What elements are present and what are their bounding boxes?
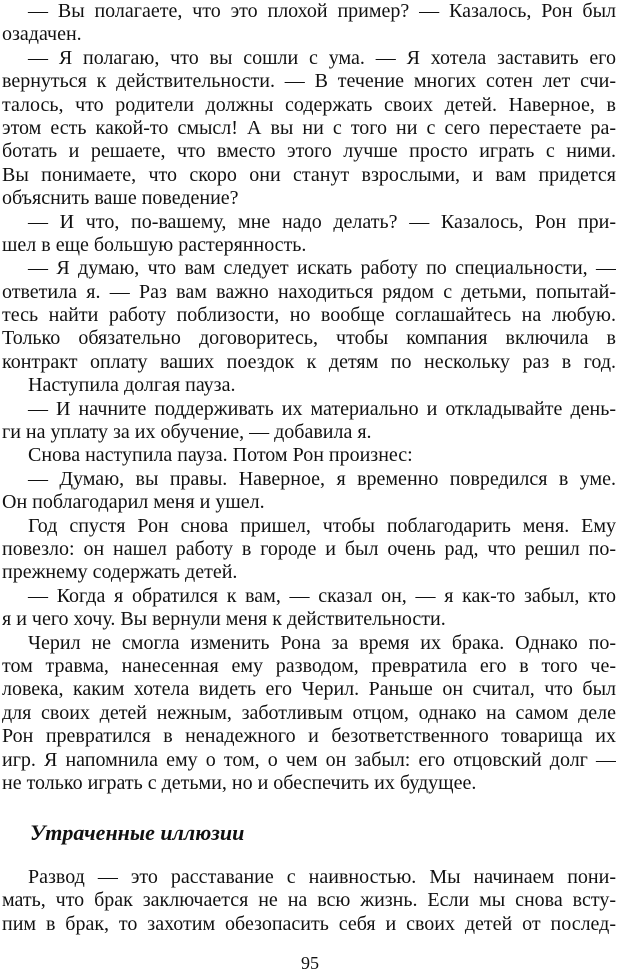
text-line: Год спустя Рон снова пришел, чтобы поблагодарить меня. Ему [28,514,616,537]
text-line: — Я полагаю, что вы сошли с ума. — Я хотела заставить его [28,46,616,69]
text-line: объяснить ваше поведение? [2,187,239,210]
text-line: ответила я. — Раз вам важно находиться рядом с детьми, попытай- [2,280,616,303]
text-line: озадачен. [2,23,82,46]
text-line: том травма, нанесенная ему разводом, превратила его в того че- [2,654,616,677]
text-line: не только играть с детьми, но и обеспечить их будущее. [2,771,477,794]
section-text [2,866,616,936]
text-line: Только обязательно договоритесь, чтобы компания включила в [2,327,616,350]
text-line: Снова наступила пауза. Потом Рон произнес: [28,444,413,467]
text-line: — И начните поддерживать их материально и откладывайте день- [28,397,616,420]
section-title: Утраченные иллюзии [30,820,245,845]
text-line: повезло: он нашел работу в городе и был очень рад, что решил по- [2,537,616,560]
text-line: я и чего хочу. Вы вернули меня к действительности. [2,608,446,631]
text-line: — Когда я обратился к вам, — сказал он, — я как-то забыл, кто [28,584,616,607]
section-text-line: пим в брак, то захотим обезопасить себя и своих детей от послед- [2,912,616,935]
text-line: вернуться к действительности. — В течение многих сотен лет счи- [2,70,616,93]
text-line: прежнему содержать детей. [2,561,238,584]
text-line: ботать и решаете, что вместо этого лучше просто играть с ними. [2,140,616,163]
text-line: этом есть какой-то смысл! А вы ни с того ни с сего перестаете ра- [2,116,616,139]
text-line: ловека, каким хотела видеть его Черил. Раньше он считал, что был [2,678,616,701]
text-line: талось, что родители должны содержать своих детей. Наверное, в [2,93,616,116]
text-line: — Я думаю, что вам следует искать работу по специальности, — [28,257,616,280]
body-text [2,0,616,795]
text-line: контракт оплату ваших поездок к детям по нескольку раз в год. [2,350,616,373]
section-text-line: мать, что брак заключается не на всю жизнь. Если мы снова всту- [2,889,616,912]
text-line: ги на уплату за их обучение, — добавила я. [2,421,372,444]
text-line: Рон превратился в ненадежного и безответственного товарища их [2,725,616,748]
text-line: — Вы полагаете, что это плохой пример? — Казалось, Рон был [28,0,616,22]
page-number: 95 [301,953,319,973]
text-line: для своих детей нежным, заботливым отцом, однако на самом деле [2,701,616,724]
text-line: Он поблагодарил меня и ушел. [2,491,265,514]
text-line: шел в еще большую растерянность. [2,233,307,256]
text-line: Вы понимаете, что скоро они станут взрослыми, и вам придется [2,163,616,186]
text-line: — И что, по-вашему, мне надо делать? — Казалось, Рон при- [28,210,616,233]
text-line: игр. Я напомнила ему о том, о чем он забыл: его отцовский долг — [2,748,616,771]
text-line: — Думаю, вы правы. Наверное, я временно повредился в уме. [28,467,616,490]
section-text-line: Развод — это расставание с наивностью. Мы начинаем пони- [28,866,616,888]
text-line: Наступила долгая пауза. [28,374,236,397]
text-line: тесь найти работу поблизости, но вообще соглашайтесь на любую. [2,304,616,327]
text-line: Черил не смогла изменить Рона за время их брака. Однако по- [28,631,616,654]
